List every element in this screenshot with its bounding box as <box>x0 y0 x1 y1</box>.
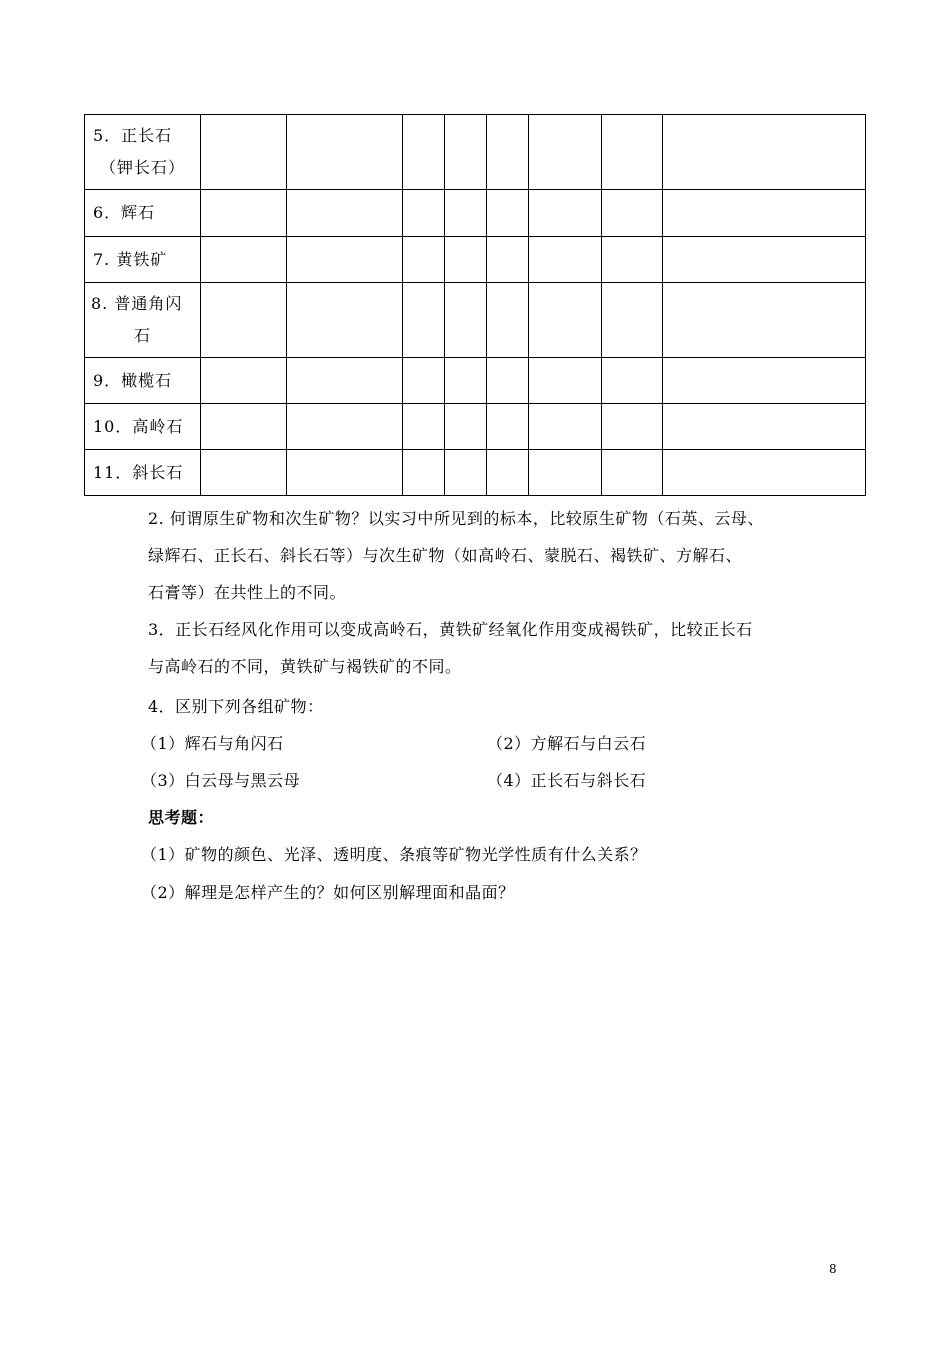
mineral-table <box>84 114 866 496</box>
table-row <box>85 358 866 404</box>
table-row <box>85 283 866 358</box>
mineral-name-cell <box>85 283 201 358</box>
empty-cell[interactable] <box>287 450 403 496</box>
mineral-name-line: 8. 普通角闪 <box>91 294 183 313</box>
empty-cell[interactable] <box>487 450 529 496</box>
empty-cell[interactable] <box>201 358 287 404</box>
empty-cell[interactable] <box>487 283 529 358</box>
thinking-item-2: （2）解理是怎样产生的？如何区别解理面和晶面？ <box>141 883 515 902</box>
q2-line-1: 2. 何谓原生矿物和次生矿物？以实习中所见到的标本，比较原生矿物（石英、云母、 <box>148 509 764 528</box>
empty-cell[interactable] <box>663 237 866 283</box>
mineral-name-cell <box>85 450 201 496</box>
table-row <box>85 190 866 237</box>
mineral-name-line: 石 <box>133 326 151 345</box>
empty-cell[interactable] <box>663 115 866 190</box>
q4-pair-1-left: （1）辉石与角闪石 <box>141 734 284 753</box>
empty-cell[interactable] <box>201 283 287 358</box>
empty-cell[interactable] <box>287 358 403 404</box>
page-number: 8 <box>829 1262 837 1276</box>
empty-cell[interactable] <box>403 237 445 283</box>
empty-cell[interactable] <box>487 404 529 450</box>
empty-cell[interactable] <box>403 450 445 496</box>
mineral-name-line: 9．橄榄石 <box>93 370 173 390</box>
empty-cell[interactable] <box>403 404 445 450</box>
empty-cell[interactable] <box>487 358 529 404</box>
empty-cell[interactable] <box>529 237 602 283</box>
q3-line-2: 与高岭石的不同，黄铁矿与褐铁矿的不同。 <box>148 657 462 676</box>
empty-cell[interactable] <box>445 358 487 404</box>
empty-cell[interactable] <box>529 450 602 496</box>
empty-cell[interactable] <box>487 190 529 237</box>
empty-cell[interactable] <box>663 190 866 237</box>
mineral-name-cell <box>85 237 201 283</box>
empty-cell[interactable] <box>287 115 403 190</box>
mineral-name-line: （钾长石） <box>99 158 185 177</box>
empty-cell[interactable] <box>602 237 663 283</box>
q2-line-3: 石膏等）在共性上的不同。 <box>148 583 347 602</box>
empty-cell[interactable] <box>201 115 287 190</box>
empty-cell[interactable] <box>529 358 602 404</box>
empty-cell[interactable] <box>663 404 866 450</box>
empty-cell[interactable] <box>403 190 445 237</box>
mineral-name-line: 5．正长石 <box>93 126 173 145</box>
empty-cell[interactable] <box>201 190 287 237</box>
mineral-name-line: 11．斜长石 <box>93 462 184 482</box>
empty-cell[interactable] <box>445 404 487 450</box>
empty-cell[interactable] <box>663 450 866 496</box>
mineral-name-cell <box>85 115 201 190</box>
empty-cell[interactable] <box>445 237 487 283</box>
q4-pair-1-right: （2）方解石与白云石 <box>487 734 647 753</box>
empty-cell[interactable] <box>287 190 403 237</box>
empty-cell[interactable] <box>287 283 403 358</box>
empty-cell[interactable] <box>487 237 529 283</box>
empty-cell[interactable] <box>201 404 287 450</box>
empty-cell[interactable] <box>663 283 866 358</box>
empty-cell[interactable] <box>602 404 663 450</box>
table-row <box>85 237 866 283</box>
empty-cell[interactable] <box>287 404 403 450</box>
q4-title: 4．区别下列各组矿物： <box>148 697 324 716</box>
mineral-name-cell <box>85 190 201 237</box>
thinking-item-1: （1）矿物的颜色、光泽、透明度、条痕等矿物光学性质有什么关系？ <box>141 845 647 864</box>
empty-cell[interactable] <box>201 237 287 283</box>
empty-cell[interactable] <box>529 404 602 450</box>
mineral-name-line: 10．高岭石 <box>93 416 184 436</box>
empty-cell[interactable] <box>403 115 445 190</box>
empty-cell[interactable] <box>529 115 602 190</box>
empty-cell[interactable] <box>445 283 487 358</box>
empty-cell[interactable] <box>403 358 445 404</box>
empty-cell[interactable] <box>201 450 287 496</box>
empty-cell[interactable] <box>602 358 663 404</box>
empty-cell[interactable] <box>602 190 663 237</box>
table-row <box>85 404 866 450</box>
empty-cell[interactable] <box>529 190 602 237</box>
table-row <box>85 115 866 190</box>
empty-cell[interactable] <box>529 283 602 358</box>
empty-cell[interactable] <box>602 115 663 190</box>
empty-cell[interactable] <box>602 450 663 496</box>
q3-line-1: 3．正长石经风化作用可以变成高岭石，黄铁矿经氧化作用变成褐铁矿，比较正长石 <box>148 620 753 639</box>
empty-cell[interactable] <box>445 450 487 496</box>
table-row <box>85 450 866 496</box>
mineral-name-cell <box>85 358 201 404</box>
q4-pair-2-right: （4）正长石与斜长石 <box>487 771 647 790</box>
empty-cell[interactable] <box>445 115 487 190</box>
empty-cell[interactable] <box>403 283 445 358</box>
mineral-name-line: 7. 黄铁矿 <box>93 249 168 269</box>
thinking-heading: 思考题： <box>148 808 215 827</box>
empty-cell[interactable] <box>487 115 529 190</box>
q2-line-2: 绿辉石、正长石、斜长石等）与次生矿物（如高岭石、蒙脱石、褐铁矿、方解石、 <box>148 546 743 565</box>
mineral-table-body <box>85 115 866 496</box>
empty-cell[interactable] <box>287 237 403 283</box>
mineral-name-cell <box>85 404 201 450</box>
mineral-name-line: 6．辉石 <box>93 203 156 222</box>
empty-cell[interactable] <box>445 190 487 237</box>
empty-cell[interactable] <box>663 358 866 404</box>
empty-cell[interactable] <box>602 283 663 358</box>
q4-pair-2-left: （3）白云母与黑云母 <box>141 771 301 790</box>
